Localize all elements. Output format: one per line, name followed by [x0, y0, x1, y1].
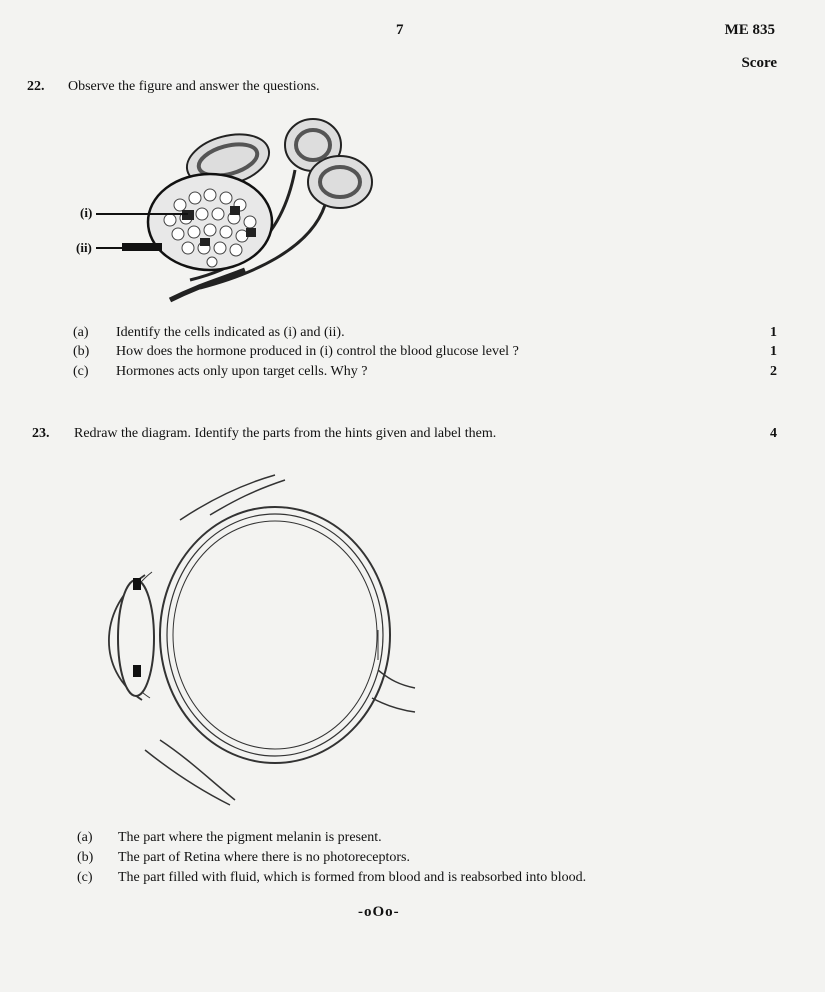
q23b-label: (b)	[77, 850, 94, 865]
page-number: 7	[396, 22, 404, 38]
q22b-label: (b)	[73, 344, 90, 359]
q22-number: 22.	[27, 79, 45, 94]
q22b-score: 1	[770, 344, 777, 359]
eye-diagram	[60, 460, 420, 820]
q22b-text: How does the hormone produced in (i) control the blood glucose level ?	[116, 344, 519, 359]
q22c-text: Hormones acts only upon target cells. Why ?	[116, 364, 368, 379]
q22c-label: (c)	[73, 364, 89, 379]
q22c-score: 2	[770, 364, 777, 379]
score-column-label: Score	[741, 55, 777, 71]
q22-prompt: Observe the figure and answer the questions.	[68, 79, 320, 94]
q23-number: 23.	[32, 426, 50, 441]
q22a-text: Identify the cells indicated as (i) and (ii).	[116, 325, 345, 340]
q23a-label: (a)	[77, 830, 93, 845]
q23-prompt: Redraw the diagram. Identify the parts from the hints given and label them.	[74, 426, 497, 441]
paper-code: ME 835	[724, 22, 775, 38]
q23-score: 4	[770, 426, 777, 441]
q23c-text: The part filled with fluid, which is formed from blood and is reabsorbed into blood.	[118, 870, 587, 885]
figure-label-ii: (ii)	[76, 240, 92, 255]
q22a-label: (a)	[73, 325, 89, 340]
q23c-label: (c)	[77, 870, 93, 885]
q22a-score: 1	[770, 325, 777, 340]
figure-label-i: (i)	[80, 205, 93, 220]
page-footer: -oOo-	[358, 904, 400, 920]
pancreas-islet-figure	[70, 110, 390, 310]
q23b-text: The part of Retina where there is no photoreceptors.	[118, 850, 410, 865]
q23a-text: The part where the pigment melanin is present.	[118, 830, 382, 845]
